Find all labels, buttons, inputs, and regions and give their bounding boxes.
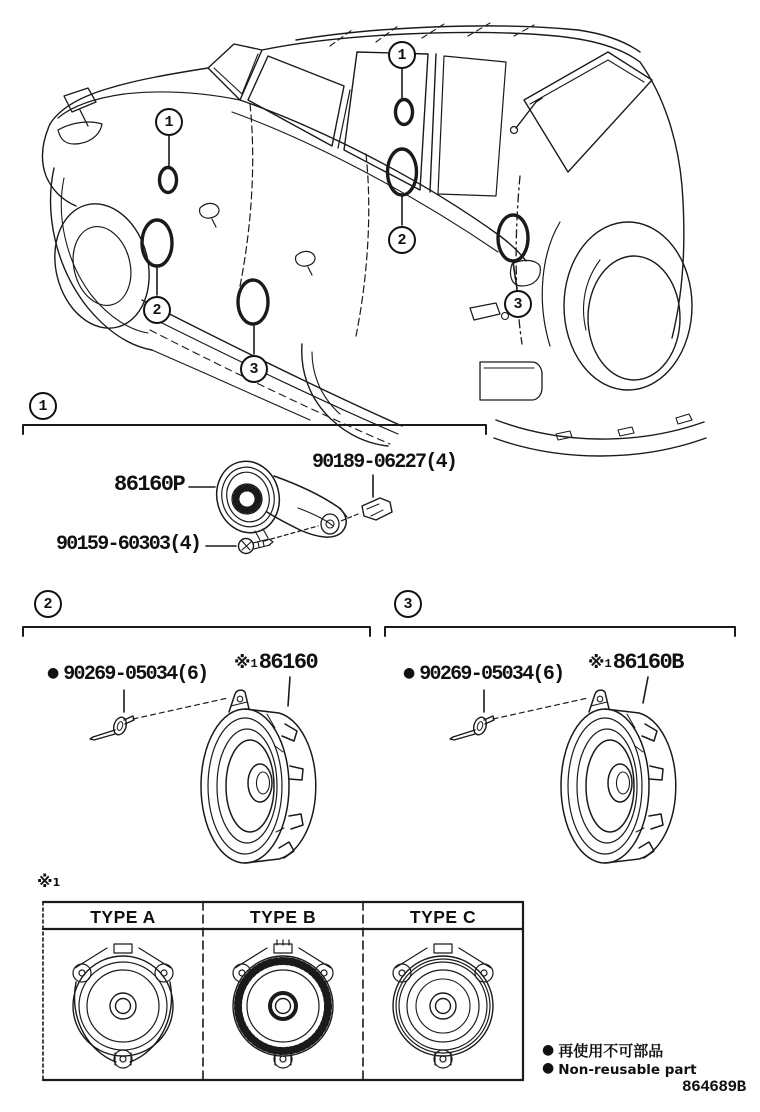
table-header-type-c: TYPE C (409, 907, 477, 927)
part-label-90269-s3 (403, 665, 563, 685)
section-number: 1 (38, 397, 48, 415)
figure-number: 864689B (682, 1078, 746, 1096)
part-label-90269-s2 (47, 665, 207, 685)
section-2-callout (34, 590, 62, 618)
type-b-speaker (233, 940, 333, 1068)
callout-2-mid (388, 226, 416, 254)
table-header-type-a: TYPE A (90, 907, 156, 927)
non-reusable-bullet: ● (542, 1042, 555, 1058)
rear-speaker (561, 690, 676, 863)
note-mark: ※ (37, 872, 53, 891)
part-number: 90269-05034(6) (63, 663, 208, 686)
callout-2-front-lower (143, 296, 171, 324)
part-label-86160 (234, 652, 317, 674)
table-header-type-b: TYPE B (249, 907, 317, 927)
side-mirror (64, 88, 96, 126)
legend-non-reusable-jp (542, 1040, 663, 1061)
table-note-mark (37, 872, 61, 891)
section-number: 3 (403, 595, 413, 613)
part-number: 86160B (612, 650, 683, 675)
section-3-callout (394, 590, 422, 618)
callout-number: 3 (249, 360, 259, 378)
speaker-screw (90, 716, 134, 740)
part-number: 90269-05034(6) (419, 663, 564, 686)
note-index: 1 (604, 657, 612, 671)
non-reusable-bullet: ● (403, 665, 416, 681)
note-index: 1 (52, 876, 61, 889)
spare-tire (564, 222, 692, 390)
legend-text-en: Non-reusable part (558, 1062, 697, 1078)
callout-1-roof-side (388, 41, 416, 69)
part-label-86160B (588, 652, 683, 674)
section-1-callout (29, 392, 57, 420)
front-door-speaker (201, 690, 316, 863)
callout-number: 1 (164, 113, 174, 131)
part-label-86160P: 86160P (114, 472, 185, 497)
note-index: 1 (250, 657, 258, 671)
type-a-speaker (73, 944, 173, 1068)
callout-number: 2 (152, 301, 162, 319)
callout-3-rear-door (240, 355, 268, 383)
section-number: 2 (43, 595, 53, 613)
note-mark: ※ (588, 653, 605, 673)
screw-90159 (239, 539, 274, 554)
part-label-90189: 90189-06227(4) (312, 451, 457, 474)
speaker-screw (450, 716, 494, 740)
part-number: 86160 (258, 650, 318, 675)
callout-1-front-upper (155, 108, 183, 136)
note-mark: ※ (234, 653, 251, 673)
callout-3-quarter (504, 290, 532, 318)
legend-text-jp: 再使用不可部品 (558, 1042, 664, 1060)
legend-non-reusable-en (542, 1060, 697, 1078)
clip-90189 (362, 498, 392, 520)
callout-number: 2 (397, 231, 407, 249)
type-c-speaker (393, 944, 493, 1068)
non-reusable-bullet: ● (47, 665, 60, 681)
callout-number: 3 (513, 295, 523, 313)
tweeter-speaker (209, 455, 287, 540)
non-reusable-bullet: ● (542, 1060, 555, 1076)
callout-number: 1 (397, 46, 407, 64)
part-label-90159: 90159-60303(4) (56, 533, 201, 556)
type-table-grid (43, 902, 523, 1080)
